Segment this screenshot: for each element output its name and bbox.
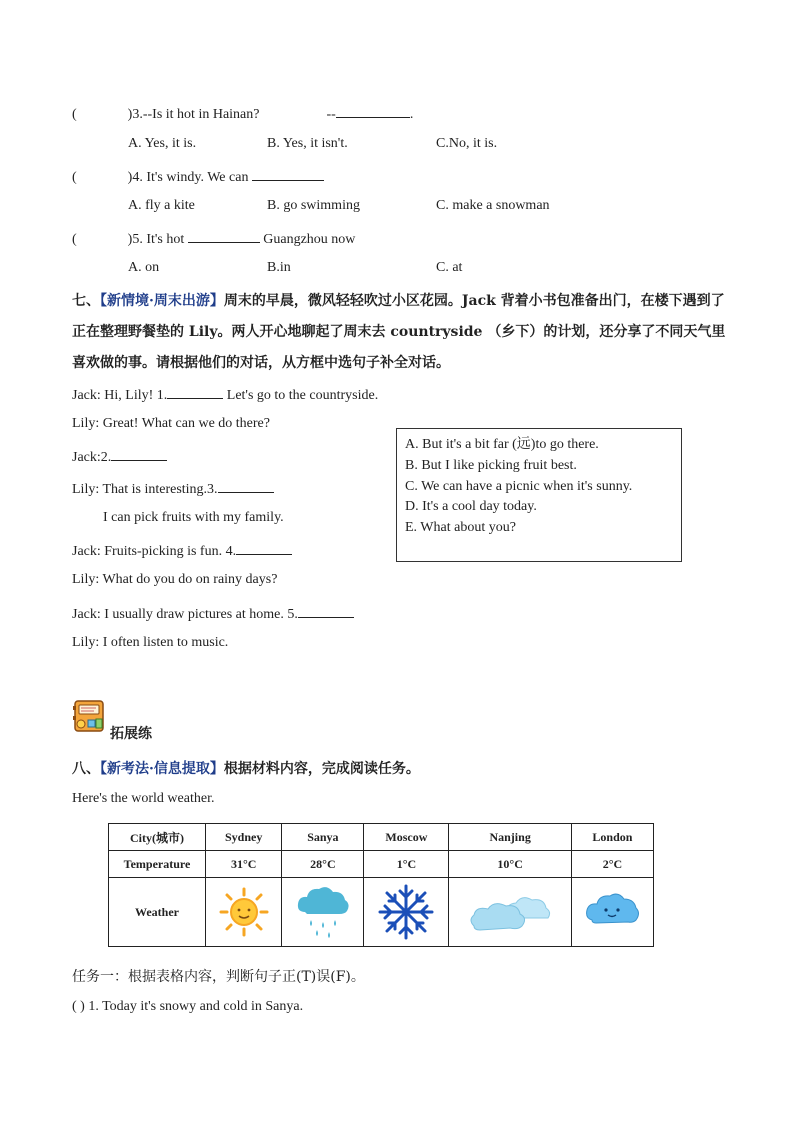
paren-open: (	[72, 170, 77, 185]
option-a: A. Yes, it is.	[128, 136, 197, 151]
dialogue-line-3	[72, 447, 167, 466]
question-text: It's windy. We can	[146, 170, 249, 185]
city-name: Moscow	[364, 824, 449, 851]
question-number: 5.	[132, 232, 143, 247]
question-3	[72, 104, 413, 123]
dialogue-line-2: Lily: Great! What can we do there?	[72, 416, 270, 431]
answer-prefix: --	[326, 107, 336, 122]
paren-open: (	[72, 107, 77, 122]
item-text: 1. Today it's snowy and cold in Sanya.	[88, 999, 304, 1014]
question-number: 3.	[132, 107, 143, 122]
answer-suffix: .	[409, 107, 414, 122]
row-header-weather: Weather	[109, 878, 206, 947]
city-name: London	[571, 824, 653, 851]
weather-cell	[282, 878, 364, 947]
dialogue-line-8	[72, 604, 354, 623]
city-name: Nanjing	[449, 824, 571, 851]
rain-cloud-icon	[295, 882, 351, 942]
option-c: C. at	[436, 260, 463, 275]
answer-blank[interactable]	[336, 104, 410, 118]
dialogue-text: Lily: That is interesting.3.	[72, 482, 218, 497]
box-option-c: C. We can have a picnic when it's sunny.	[405, 478, 633, 494]
section-tag: 【新考法·信息提取】	[100, 761, 224, 777]
city-temp: 31°C	[206, 851, 282, 878]
answer-blank[interactable]	[252, 167, 324, 181]
answer-blank[interactable]	[298, 604, 354, 618]
dialogue-text: Jack:2.	[72, 450, 112, 465]
dialogue-line-5: I can pick fruits with my family.	[103, 510, 284, 525]
dialogue-text: Jack: Fruits-picking is fun. 4.	[72, 544, 237, 559]
city-temp: 28°C	[282, 851, 364, 878]
task-1-item-1	[72, 999, 303, 1015]
cool-cloud-icon	[584, 890, 640, 934]
option-c: C.No, it is.	[436, 136, 498, 151]
dialogue-line-9: Lily: I often listen to music.	[72, 635, 229, 650]
paren-open: (	[72, 232, 77, 247]
city-name: Sanya	[282, 824, 364, 851]
task-1-title: 任务一：根据表格内容，判断句子正(T)误(F)。	[72, 969, 365, 985]
row-header-city: City(城市)	[109, 824, 206, 851]
city-temp: 10°C	[449, 851, 571, 878]
dialogue-text: Let's go to the countryside.	[223, 388, 379, 403]
weather-cell	[571, 878, 653, 947]
question-text: --Is it hot in Hainan?	[142, 107, 260, 122]
answer-paren[interactable]: ( )	[72, 999, 85, 1014]
box-option-a: A. But it's a bit far (远)to go there.	[405, 437, 599, 452]
question-4	[72, 167, 324, 186]
city-temp: 2°C	[571, 851, 653, 878]
answer-blank[interactable]	[218, 479, 274, 493]
answer-blank[interactable]	[167, 385, 223, 399]
option-c: C. make a snowman	[436, 198, 550, 213]
section-instruction: 周末的早晨，微风轻轻吹过小区花园。Jack 背着小书包准备出门，在楼下遇到了正在整理野餐垫的 Lily。两人开心地聊起了周末去 countryside （乡下）的计划，还分享了不同天气里喜欢做的事。请根据他们的对话，从方框中选句子补全对话。	[72, 293, 726, 371]
section-number: 七、	[72, 293, 100, 309]
box-option-e: E. What about you?	[405, 520, 516, 536]
option-b: B. go swimming	[267, 198, 360, 213]
notebook-icon	[72, 698, 108, 739]
box-option-b: B. But I like picking fruit best.	[405, 457, 577, 473]
section-8-title	[72, 758, 420, 778]
section-instruction: 根据材料内容，完成阅读任务。	[223, 761, 420, 777]
question-text-before: It's hot	[146, 232, 185, 247]
weather-cell	[206, 878, 282, 947]
extension-label: 拓展练	[110, 726, 152, 742]
clouds-icon	[468, 890, 552, 934]
city-name: Sydney	[206, 824, 282, 851]
row-header-temperature: Temperature	[109, 851, 206, 878]
answer-blank[interactable]	[111, 447, 167, 461]
option-a: A. fly a kite	[128, 198, 195, 213]
section-8-lead: Here's the world weather.	[72, 791, 215, 806]
question-text-after: Guangzhou now	[263, 232, 356, 247]
section-7-intro	[72, 286, 732, 379]
dialogue-line-7: Lily: What do you do on rainy days?	[72, 572, 278, 587]
answer-blank[interactable]	[188, 229, 260, 243]
paren-close: )	[127, 232, 133, 247]
dialogue-line-6	[72, 541, 292, 560]
city-temp: 1°C	[364, 851, 449, 878]
option-b: B.in	[267, 260, 291, 275]
weather-cell	[364, 878, 449, 947]
section-tag: 【新情境·周末出游】	[100, 293, 224, 309]
dialogue-line-1	[72, 385, 378, 404]
option-b: B. Yes, it isn't.	[267, 136, 348, 151]
section-number: 八、	[72, 761, 100, 777]
paren-close: )	[127, 107, 133, 122]
sun-icon	[218, 886, 270, 938]
dialogue-text: Jack: Hi, Lily! 1.	[72, 388, 168, 403]
question-number: 4.	[132, 170, 143, 185]
paren-close: )	[127, 170, 133, 185]
snowflake-icon	[377, 883, 435, 941]
dialogue-text: Jack: I usually draw pictures at home. 5.	[72, 607, 298, 622]
weather-table	[108, 823, 654, 947]
dialogue-line-4	[72, 479, 274, 498]
options-box	[396, 428, 682, 562]
option-a: A. on	[128, 260, 160, 275]
weather-cell	[449, 878, 571, 947]
question-5	[72, 229, 355, 248]
box-option-d: D. It's a cool day today.	[405, 499, 537, 515]
answer-blank[interactable]	[236, 541, 292, 555]
